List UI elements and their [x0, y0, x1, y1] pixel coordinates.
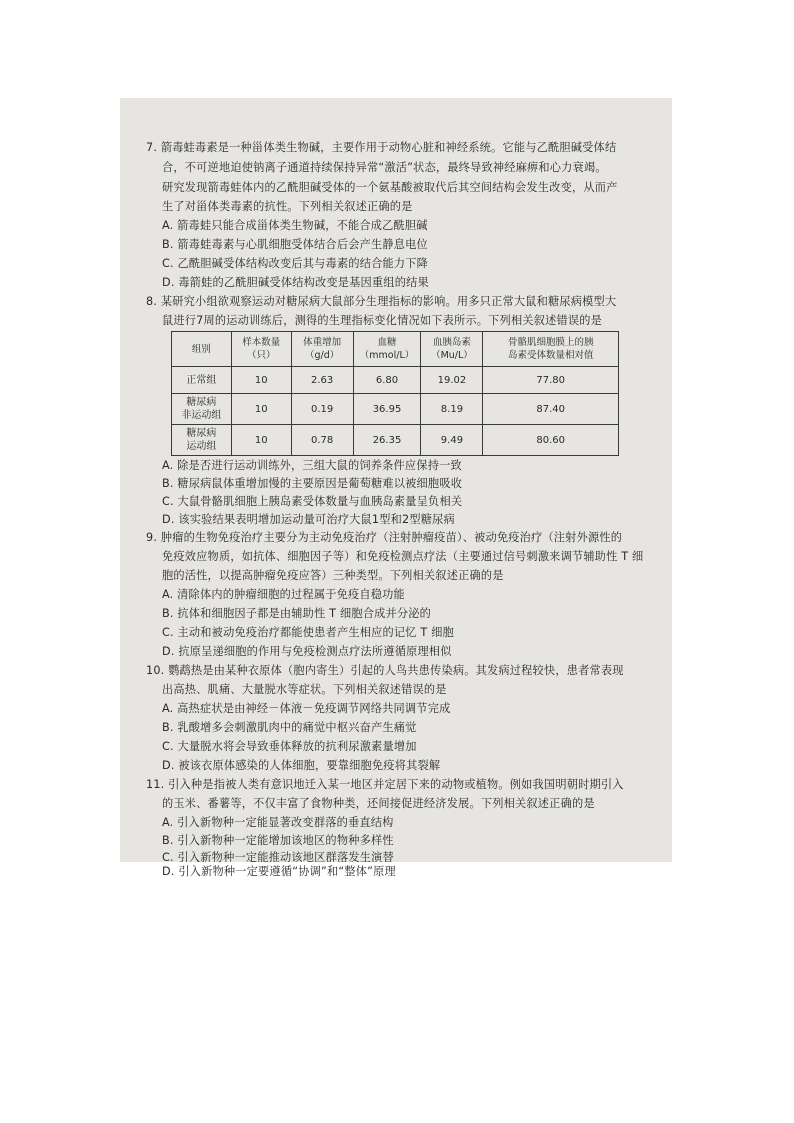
table-cell: 87.40: [483, 394, 619, 425]
q7-option-c: C. 乙酰胆碱受体结构改变后其与毒素的结合能力下降: [162, 257, 429, 270]
table-cell: 10: [231, 394, 291, 425]
q10-option-d: D. 被该衣原体感染的人体细胞，要靠细胞免疫将其裂解: [162, 759, 441, 772]
q9-option-b: B. 抗体和细胞因子都是由辅助性 T 细胞合成并分泌的: [162, 607, 432, 620]
table-row: [172, 425, 619, 456]
table-row: [172, 394, 619, 425]
physiology-data-table: [171, 331, 619, 456]
q9-stem-line2: 免疫效应物质，如抗体、细胞因子等）和免疫检测点疗法（主要通过信号刺激来调节辅助性 T 细: [162, 550, 644, 563]
q11-option-a: A. 引入新物种一定能显著改变群落的垂直结构: [162, 816, 394, 829]
q11-option-c: C. 引入新物种一定能推动该地区群落发生演替: [162, 851, 394, 862]
q9-option-d: D. 抗原呈递细胞的作用与免疫检测点疗法所遵循原理相似: [162, 645, 452, 658]
q7-stem-line3: 研究发现箭毒蛙体内的乙酰胆碱受体的一个氨基酸被取代后其空间结构会发生改变，从而产: [162, 181, 618, 194]
table-header-cell: 血糖 （mmol/L）: [353, 332, 421, 367]
q7-option-a: A. 箭毒蛙只能合成甾体类生物碱，不能合成乙酰胆碱: [162, 219, 428, 232]
table-cell: 6.80: [353, 367, 421, 394]
q8-stem-line2: 鼠进行7周的运动训练后，测得的生理指标变化情况如下表所示。下列相关叙述错误的是: [162, 314, 603, 327]
q7-stem-line4: 生了对甾体类毒素的抗性。下列相关叙述正确的是: [162, 200, 413, 213]
q9-stem-line3: 胞的活性，以提高肿瘤免疫应答）三种类型。下列相关叙述正确的是: [162, 569, 504, 582]
table-cell: 0.78: [291, 425, 353, 456]
q7-stem-line2: 合，不可逆地迫使钠离子通道持续保持异常“激活”状态，最终导致神经麻痹和心力衰竭。: [162, 161, 607, 174]
table-cell: 8.19: [421, 394, 483, 425]
q8-stem-line1: 8. 某研究小组欲观察运动对糖尿病大鼠部分生理指标的影响。用多只正常大鼠和糖尿病模型大: [146, 295, 617, 308]
table-cell: 9.49: [421, 425, 483, 456]
q9-stem-line1: 9. 肿瘤的生物免疫治疗主要分为主动免疫治疗（注射肿瘤疫苗）、被动免疫治疗（注射外源性的: [146, 531, 623, 544]
table-cell: 糖尿病 运动组: [172, 425, 232, 456]
q9-option-a: A. 清除体内的肿瘤细胞的过程属于免疫自稳功能: [162, 588, 405, 601]
table-cell: 正常组: [172, 367, 232, 394]
q11-stem-line1: 11. 引入种是指被人类有意识地迁入某一地区并定居下来的动物或植物。例如我国明朝时期引入: [146, 778, 624, 791]
table-header-cell: 组别: [172, 332, 232, 367]
scanned-page-photo: [120, 98, 672, 862]
q8-option-c: C. 大鼠骨骼肌细胞上胰岛素受体数量与血胰岛素量呈负相关: [162, 495, 463, 508]
q7-option-d: D. 毒箭蛙的乙酰胆碱受体结构改变是基因重组的结果: [162, 276, 429, 289]
table-cell: 10: [231, 367, 291, 394]
table-cell: 2.63: [291, 367, 353, 394]
table-cell: 80.60: [483, 425, 619, 456]
q8-option-a: A. 除是否进行运动训练外，三组大鼠的饲养条件应保持一致: [162, 459, 462, 472]
q10-option-b: B. 乳酸增多会刺激肌肉中的痛觉中枢兴奋产生痛觉: [162, 721, 417, 734]
table-cell: 77.80: [483, 367, 619, 394]
table-header-row: [172, 332, 619, 367]
q8-option-b: B. 糖尿病鼠体重增加慢的主要原因是葡萄糖难以被细胞吸收: [162, 477, 463, 490]
q7-stem-line1: 7. 箭毒蛙毒素是一种甾体类生物碱，主要作用于动物心脏和神经系统。它能与乙酰胆碱受体结: [146, 141, 617, 154]
table-cell: 10: [231, 425, 291, 456]
q10-option-a: A. 高热症状是由神经－体液－免疫调节网络共同调节完成: [162, 702, 451, 715]
table-cell: 26.35: [353, 425, 421, 456]
q11-stem-line2: 的玉米、番薯等，不仅丰富了食物种类，还间接促进经济发展。下列相关叙述正确的是: [162, 797, 595, 810]
table-cell: 0.19: [291, 394, 353, 425]
table-header-cell: 血胰岛素 （Mu/L）: [421, 332, 483, 367]
table-header-cell: 样本数量 （只）: [231, 332, 291, 367]
q10-stem-line1: 10. 鹦鹉热是由某种衣原体（胞内寄生）引起的人鸟共患传染病。其发病过程较快，患者常表现: [146, 664, 624, 677]
table-row: [172, 367, 619, 394]
table-header-cell: 骨骼肌细胞膜上的胰 岛素受体数量相对值: [483, 332, 619, 367]
q10-stem-line2: 出高热、肌痛、大量脱水等症状。下列相关叙述错误的是: [162, 683, 447, 696]
exam-content: [120, 98, 672, 862]
q9-option-c: C. 主动和被动免疫治疗都能使患者产生相应的记忆 T 细胞: [162, 626, 454, 639]
table-cell: 糖尿病 非运动组: [172, 394, 232, 425]
q10-option-c: C. 大量脱水将会导致垂体释放的抗利尿激素量增加: [162, 740, 417, 753]
q11-option-b: B. 引入新物种一定能增加该地区的物种多样性: [162, 834, 394, 847]
q7-option-b: B. 箭毒蛙毒素与心肌细胞受体结合后会产生静息电位: [162, 238, 428, 251]
q11-option-d: D. 引入新物种一定要遵循“协调”和“整体”原理: [162, 865, 396, 878]
table-cell: 36.95: [353, 394, 421, 425]
table-header-cell: 体重增加 （g/d）: [291, 332, 353, 367]
q8-option-d: D. 该实验结果表明增加运动量可治疗大鼠1型和2型糖尿病: [162, 513, 455, 526]
table-cell: 19.02: [421, 367, 483, 394]
